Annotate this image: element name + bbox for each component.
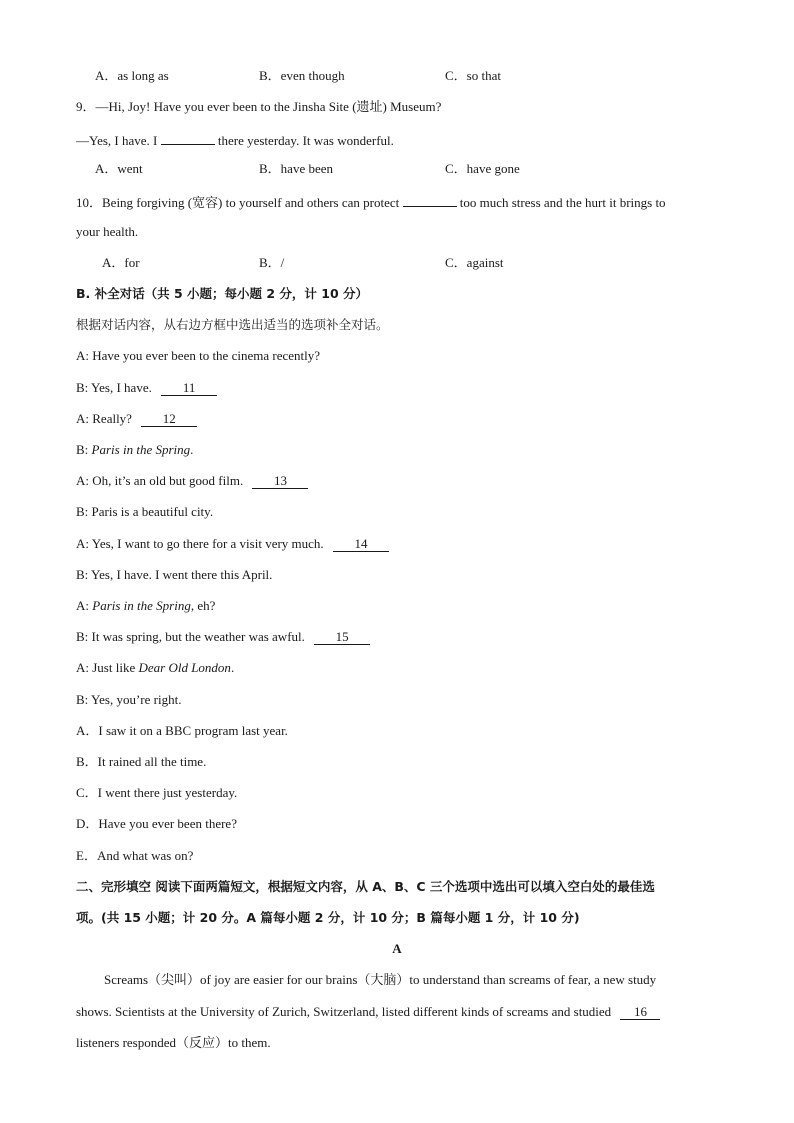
section-b-heading: B. 补全对话（共 5 小题；每小题 2 分，计 10 分） [76,286,369,301]
choice-b: B．It rained all the time. [76,754,207,769]
dialogue-speaker: A: Just like [76,660,139,675]
dialogue-text: B: It was spring, but the weather was awful. [76,629,305,644]
passage-line-1: Screams（尖叫）of joy are easier for our brains（大脑）to understand than screams of fear, a new study [104,972,657,987]
dialogue-line-9 [76,598,215,614]
dialogue-line-10 [76,629,370,645]
film-title: Dear Old London [138,660,231,675]
q8-option-c: C．so that [445,68,501,83]
film-title: Paris in the Spring [91,442,191,457]
q9-answer-line [76,130,394,146]
q9-question: 9．—Hi, Joy! Have you ever been to the Jinsha Site (遗址) Museum? [76,99,442,114]
film-title: Paris in the Spring [92,598,191,613]
dialogue-text: A: Yes, I want to go there for a visit very much. [76,536,324,551]
q10-question-line2: your health. [76,224,139,239]
dialogue-text: A: Really? [76,411,132,426]
q9-answer-prefix: —Yes, I have. I [76,133,158,148]
q10-option-a: A．for [102,255,140,270]
dialogue-line-11 [76,660,234,676]
q10-question-prefix: 10．Being forgiving (宽容) to yourself and others can protect [76,195,400,210]
passage-line-3: listeners responded（反应）to them. [76,1035,271,1050]
q9-answer-suffix: there yesterday. It was wonderful. [217,133,394,148]
blank-12[interactable]: 12 [141,412,197,427]
passage-line-2 [76,1004,660,1020]
q9-blank[interactable] [161,130,215,145]
choice-a: A．I saw it on a BBC program last year. [76,723,288,738]
dialogue-line-7 [76,536,389,552]
dialogue-punct: . [230,660,235,675]
blank-16[interactable]: 16 [620,1005,660,1020]
blank-15[interactable]: 15 [314,630,370,645]
passage-text: shows. Scientists at the University of Zurich, Switzerland, listed different kinds of screams and studied [76,1004,612,1019]
dialogue-punct: . [190,442,194,457]
q10-blank[interactable] [403,192,457,207]
q8-option-b: B．even though [259,68,345,83]
choice-d: D．Have you ever been there? [76,816,237,831]
q9-option-c: C．have gone [445,161,520,176]
q10-option-c: C．against [445,255,504,270]
dialogue-line-1: A: Have you ever been to the cinema recently? [76,348,320,363]
section-2-heading-line1: 二、完形填空 阅读下面两篇短文，根据短文内容，从 A、B、C 三个选项中选出可以填入空白处的最佳选 [76,879,655,894]
q9-option-b: B．have been [259,161,334,176]
blank-13[interactable]: 13 [252,474,308,489]
dialogue-text: A: Oh, it’s an old but good film. [76,473,244,488]
dialogue-line-6: B: Paris is a beautiful city. [76,504,214,519]
q10-option-b: B．/ [259,255,285,270]
dialogue-line-3 [76,411,197,427]
dialogue-line-2 [76,380,217,396]
blank-11[interactable]: 11 [161,381,217,396]
q10-question-suffix: too much stress and the hurt it brings to [459,195,666,210]
dialogue-text: B: Yes, I have. [76,380,152,395]
dialogue-punct: , eh? [190,598,216,613]
blank-14[interactable]: 14 [333,537,389,552]
passage-title: A [392,941,402,956]
dialogue-line-4 [76,442,193,458]
dialogue-line-5 [76,473,308,489]
dialogue-speaker: A: [76,598,93,613]
section-b-instruction: 根据对话内容，从右边方框中选出适当的选项补全对话。 [76,317,389,332]
dialogue-speaker: B: [76,442,92,457]
section-2-heading-line2: 项。(共 15 小题；计 20 分。A 篇每小题 2 分，计 10 分；B 篇每小题 1 分，计 10 分) [76,910,580,925]
choice-e: E．And what was on? [76,848,194,863]
choice-c: C．I went there just yesterday. [76,785,238,800]
q9-option-a: A．went [95,161,143,176]
q10-question-line1 [76,192,666,208]
q8-option-a: A．as long as [95,68,169,83]
dialogue-line-12: B: Yes, you’re right. [76,692,182,707]
dialogue-line-8: B: Yes, I have. I went there this April. [76,567,273,582]
